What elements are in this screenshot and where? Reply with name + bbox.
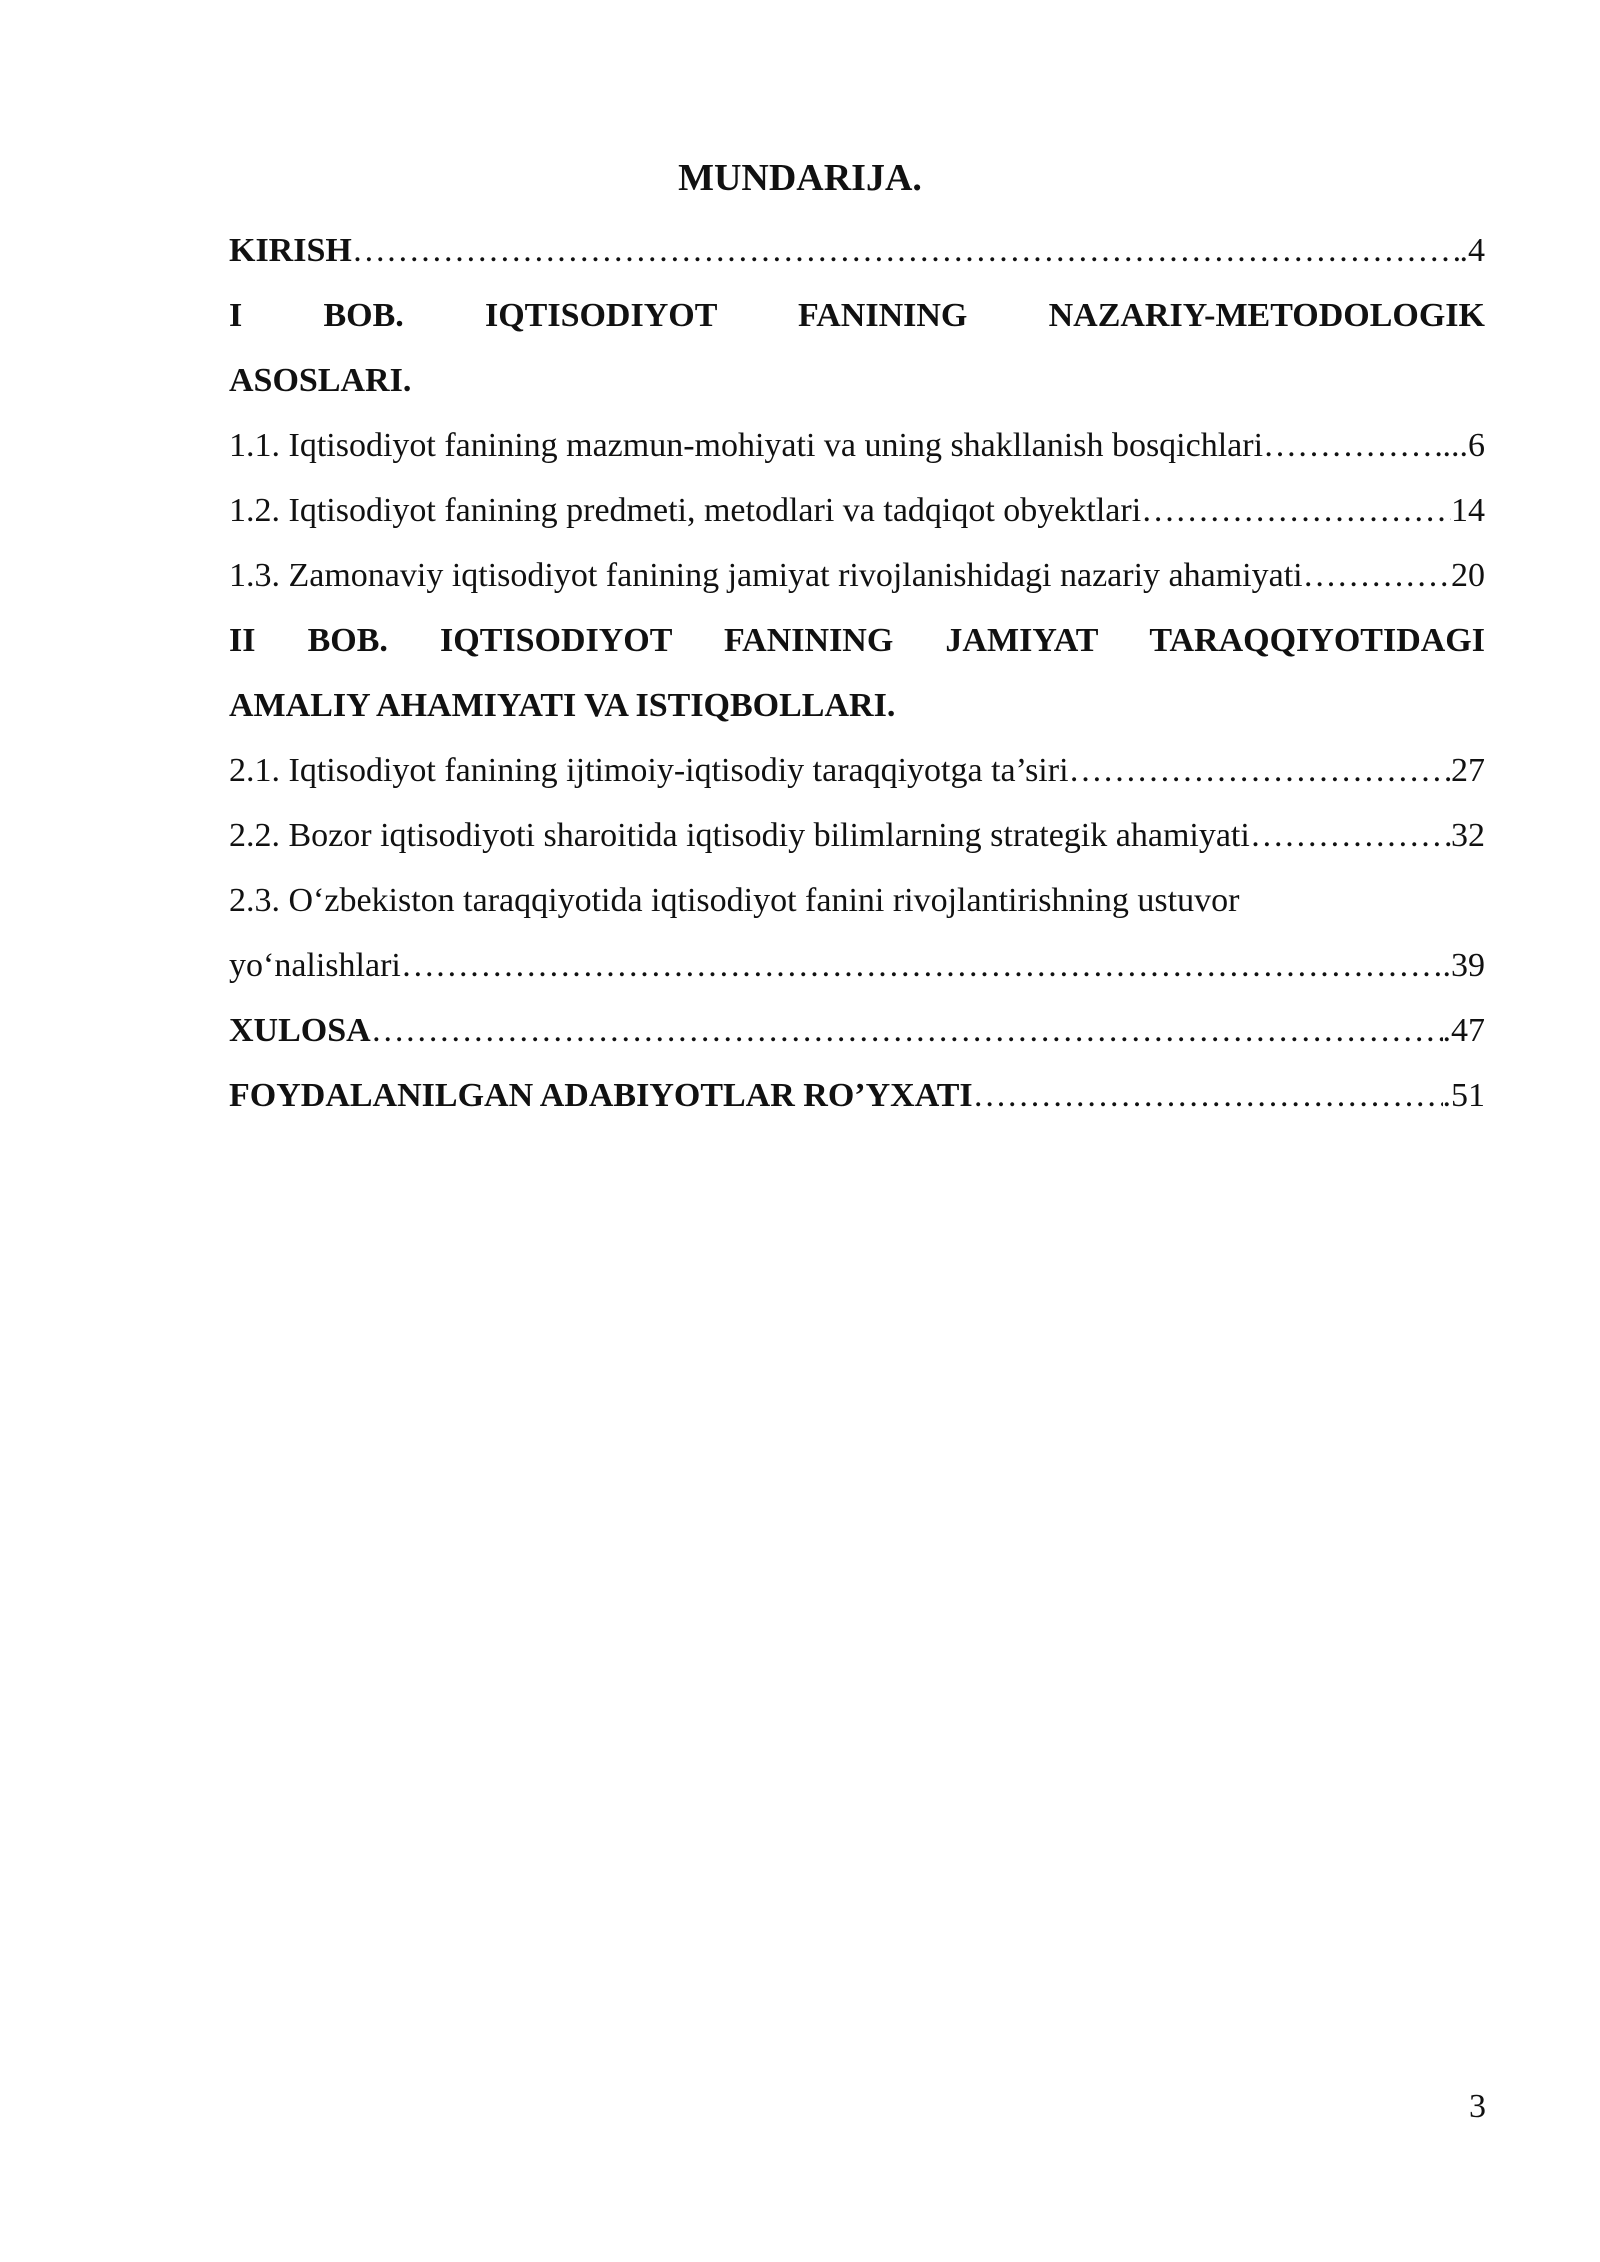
toc-entry-text: AMALIY AHAMIYATI VA ISTIQBOLLARI.	[229, 687, 896, 724]
table-of-contents	[229, 218, 1485, 1128]
toc-chapter-2-heading-continued[interactable]	[229, 673, 1485, 738]
toc-entry-2-3-continued[interactable]	[229, 933, 1485, 998]
toc-entry-1-3[interactable]	[229, 543, 1485, 608]
dot-leader	[1263, 413, 1442, 478]
toc-entry-text: I BOB. IQTISODIYOT FANINING NAZARIY-METODOLOGIK	[229, 297, 1485, 334]
toc-page-number: .39	[1442, 947, 1485, 984]
toc-entry-1-1[interactable]	[229, 413, 1485, 478]
toc-page-number: .47	[1442, 1012, 1485, 1049]
toc-page-number: 20	[1451, 557, 1485, 594]
dot-leader	[1250, 803, 1451, 868]
dot-leader	[352, 218, 1460, 283]
dot-leader	[401, 933, 1443, 998]
toc-chapter-2-heading[interactable]	[229, 608, 1485, 673]
toc-page-number: ...6	[1442, 427, 1485, 464]
dot-leader	[1069, 738, 1451, 803]
toc-entry-text: yo‘nalishlari	[229, 947, 401, 984]
toc-entry-text: KIRISH	[229, 232, 352, 269]
toc-entry-text: II BOB. IQTISODIYOT FANINING JAMIYAT TARAQQIYOTIDAGI	[229, 622, 1485, 659]
toc-page-number: 32	[1451, 817, 1485, 854]
toc-entry-text: 1.1. Iqtisodiyot fanining mazmun-mohiyati va uning shakllanish bosqichlari	[229, 427, 1264, 464]
toc-entry-2-3[interactable]	[229, 868, 1485, 933]
toc-page-number: .51	[1442, 1077, 1485, 1114]
dot-leader	[1303, 543, 1451, 608]
toc-chapter-1-heading[interactable]	[229, 283, 1485, 348]
dot-leader	[1141, 478, 1451, 543]
toc-entry-text: FOYDALANILGAN ADABIYOTLAR RO’YXATI	[229, 1077, 973, 1114]
toc-page-number: .4	[1459, 232, 1485, 269]
toc-entry-text: 1.2. Iqtisodiyot fanining predmeti, metodlari va tadqiqot obyektlari	[229, 492, 1142, 529]
page-title: MUNDARIJA.	[678, 157, 922, 199]
toc-entry-text: 2.3. O‘zbekiston taraqqiyotida iqtisodiyot fanini rivojlantirishning ustuvor	[229, 882, 1240, 919]
dot-leader	[371, 998, 1443, 1063]
toc-entry-text: XULOSA	[229, 1012, 371, 1049]
toc-page-number: 27	[1451, 752, 1485, 789]
toc-entry-2-1[interactable]	[229, 738, 1485, 803]
toc-entry-text: 1.3. Zamonaviy iqtisodiyot fanining jamiyat rivojlanishidagi nazariy ahamiyati	[229, 557, 1303, 594]
toc-entry-text: 2.2. Bozor iqtisodiyoti sharoitida iqtisodiy bilimlarning strategik ahamiyati	[229, 817, 1250, 854]
toc-entry-bibliography[interactable]	[229, 1063, 1485, 1128]
toc-entry-text: 2.1. Iqtisodiyot fanining ijtimoiy-iqtisodiy taraqqiyotga ta’siri	[229, 752, 1069, 789]
toc-entry-1-2[interactable]	[229, 478, 1485, 543]
toc-entry-xulosa[interactable]	[229, 998, 1485, 1063]
toc-entry-kirish[interactable]	[229, 218, 1485, 283]
toc-chapter-1-heading-continued[interactable]	[229, 348, 1485, 413]
page-number: 3	[1469, 2088, 1486, 2125]
toc-page-number: 14	[1451, 492, 1485, 529]
toc-entry-text: ASOSLARI.	[229, 362, 412, 399]
dot-leader	[973, 1063, 1443, 1128]
toc-entry-2-2[interactable]	[229, 803, 1485, 868]
